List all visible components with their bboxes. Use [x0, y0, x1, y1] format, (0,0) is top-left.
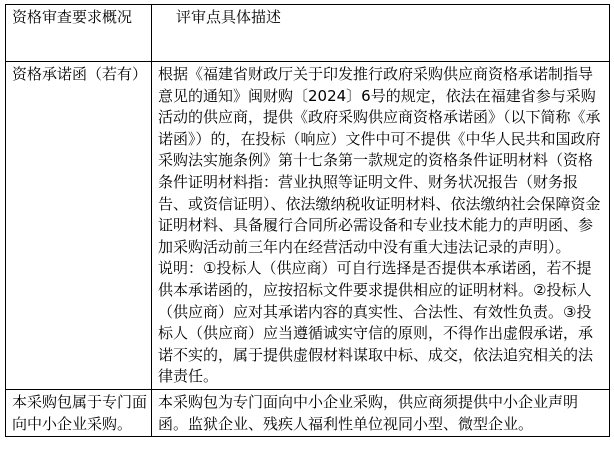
header-cell-overview: 资格审查要求概况 [6, 5, 152, 62]
table-header-row [6, 5, 610, 62]
table-row [6, 389, 610, 436]
row-description-cell [152, 62, 610, 390]
row-description-cell: 本采购包为专门面向中小企业采购，供应商须提供中小企业声明函。监狱企业、残疾人福利性单位视同小型、微型企业。 [152, 389, 610, 436]
description-text: 根据《福建省财政厅关于印发推行政府采购供应商资格承诺制指导意见的通知》闽财购〔2024〕6号的规定，依法在福建省参与采购活动的供应商，提供《政府采购供应商资格承诺函》（以下简称《承诺函》）的，在投标（响应）文件中可不提供《中华人民共和国政府采购法实施条例》第十七条第一款规定的资格条件证明材料（资格条件证明材料指：营业执照等证明文件、财务状况报告（财务报告、或资信证明）、依法缴纳税收证明材料、依法缴纳社会保障资金证明材料、具备履行合同所必需设备和专业技术能力的声明函、参加采购活动前三年内在经营活动中没有重大违法记录的声明）。 [158, 65, 601, 256]
header-cell-description: 评审点具体描述 [152, 5, 610, 62]
row-name-cell: 资格承诺函（若有） [6, 62, 152, 390]
table-row [6, 62, 610, 390]
row-name-cell: 本采购包属于专门面向中小企业采购。 [6, 389, 152, 436]
requirements-table [5, 4, 610, 437]
note-text: 说明：①投标人（供应商）可自行选择是否提供本承诺函，若不提供本承诺函的，应按招标文件要求提供相应的证明材料。②投标人（供应商）应对其承诺内容的真实性、合法性、有效性负责。③投标人（供应商）应当遵循诚实守信的原则，不得作出虚假承诺，承诺不实的，属于提供虚假材料谋取中标、成交，依法追究相关的法律责任。 [158, 259, 594, 386]
